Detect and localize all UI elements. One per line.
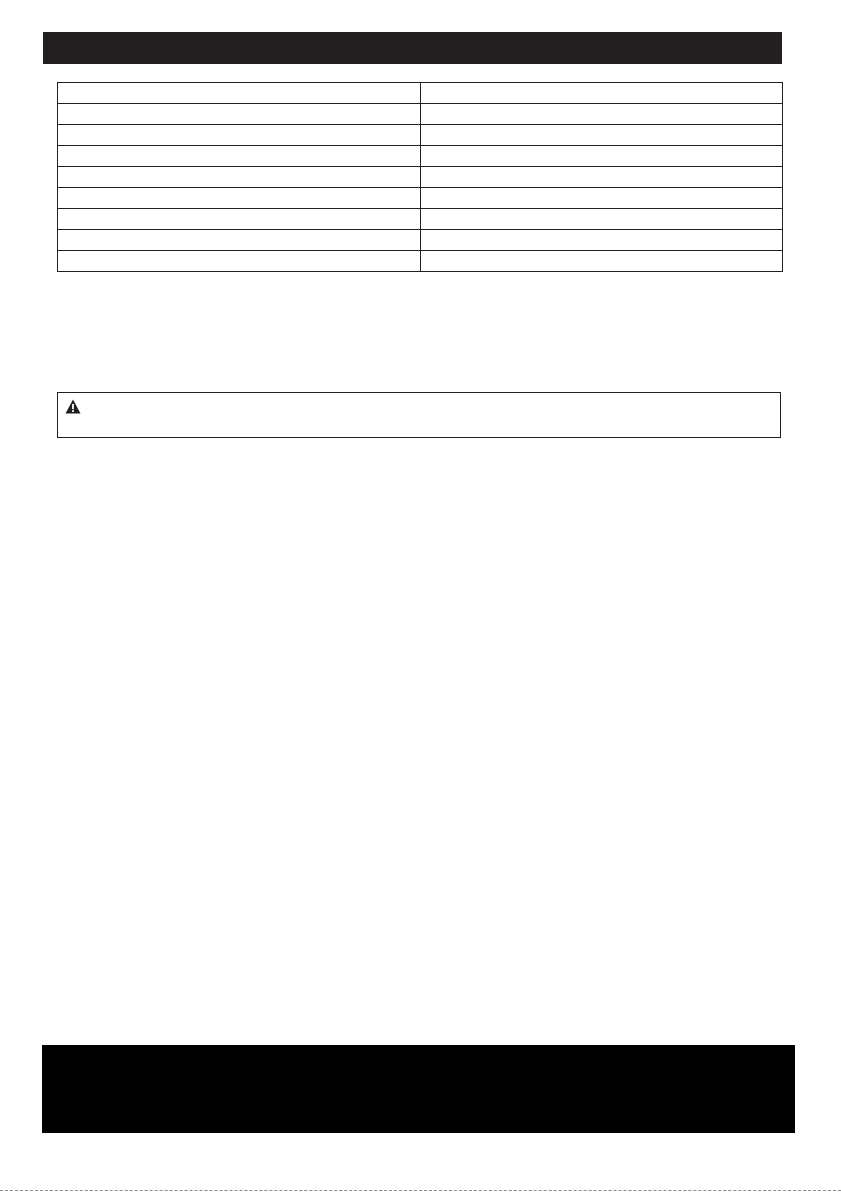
table-cell-value [421,251,783,272]
table-cell-label [58,209,421,230]
table-cell-value [421,209,783,230]
table-cell-value [421,167,783,188]
table-row [58,83,783,104]
table-row [58,125,783,146]
footer-text [42,1045,795,1065]
cut-line-divider [0,1190,841,1191]
table-cell-value [421,188,783,209]
table-cell-value [421,83,783,104]
table-row [58,230,783,251]
section-header-bar [43,32,782,64]
warning-triangle-icon [65,399,81,414]
table-row [58,251,783,272]
table-row [58,146,783,167]
footer-banner [42,1045,795,1133]
table-cell-value [421,230,783,251]
table-cell-label [58,167,421,188]
table-cell-label [58,188,421,209]
table-cell-label [58,230,421,251]
specifications-table [57,82,783,272]
table-cell-label [58,125,421,146]
table-cell-label [58,251,421,272]
table-row [58,209,783,230]
table-cell-value [421,104,783,125]
warning-notice [57,392,781,438]
table-cell-value [421,125,783,146]
table-cell-label [58,83,421,104]
table-row [58,188,783,209]
table-row [58,167,783,188]
table-cell-value [421,146,783,167]
table-row [58,104,783,125]
table-cell-label [58,104,421,125]
table-cell-label [58,146,421,167]
